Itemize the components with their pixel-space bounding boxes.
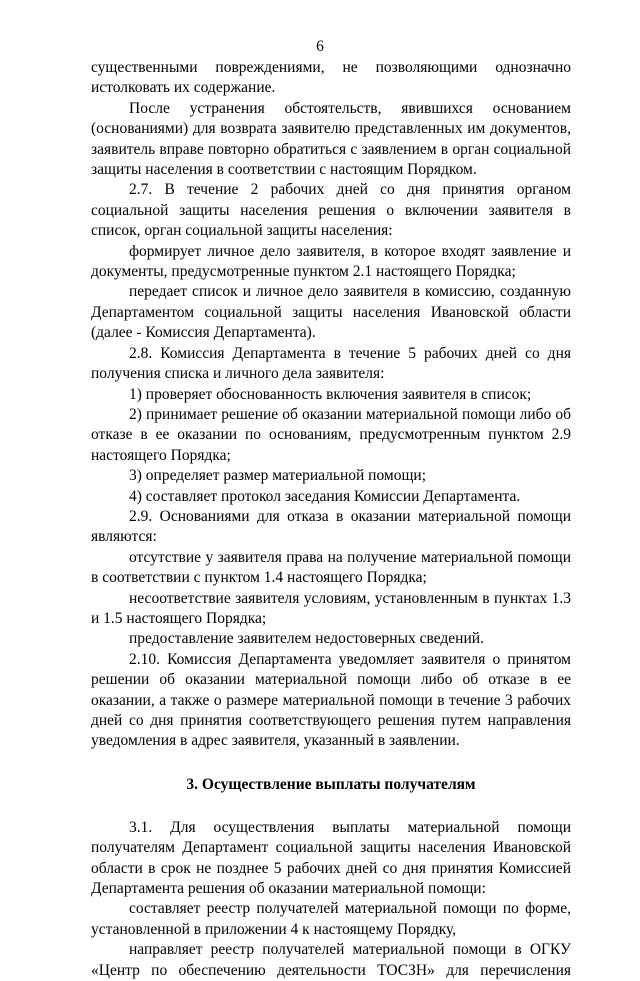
paragraph: предоставление заявителем недостоверных сведений. xyxy=(129,630,484,648)
paragraph: 3.1. Для осуществления выплаты материальной помощи получателям Департамент социальной защиты населения Ивановской области в срок не позднее 5 рабочих дней со дня принятия Комиссией Департамента решения об оказании материальной помощи: xyxy=(91,818,571,898)
paragraph: 2.8. Комиссия Департамента в течение 5 рабочих дней со дня получения списка и личного дела заявителя: xyxy=(91,344,571,383)
page-number: 6 xyxy=(316,38,324,55)
paragraph: составляет реестр получателей материальной помощи по форме, установленной в приложении 4 к настоящему Порядку, xyxy=(91,900,571,938)
list-item: 1) проверяет обоснованность включения заявителя в список; xyxy=(129,385,532,403)
paragraph: направляет реестр получателей материальной помощи в ОГКУ «Центр по обеспечению деятельности ТОСЗН» для перечисления xyxy=(91,941,571,979)
paragraph: 2.7. В течение 2 рабочих дней со дня принятия органом социальной защиты населения решения о включении заявителя в список, орган социальной защиты населения: xyxy=(91,181,571,240)
document-body xyxy=(91,58,571,981)
paragraph: 2.10. Комиссия Департамента уведомляет заявителя о принятом решении об оказании материальной помощи либо об отказе в ее оказании, а также о размере материальной помощи в течение 3 рабочих дней со дня принятия соответствующего решения путем направления уведомления в адрес заявителя, указанный в заявлении. xyxy=(91,650,571,750)
paragraph: существенными повреждениями, не позволяющими однозначно истолковать их содержание. xyxy=(91,59,571,97)
paragraph: формирует личное дело заявителя, в которое входят заявление и документы, предусмотренные пунктом 2.1 настоящего Порядка; xyxy=(91,242,571,281)
paragraph: отсутствие у заявителя права на получение материальной помощи в соответствии с пунктом 1.4 настоящего Порядка; xyxy=(91,548,571,587)
section-heading: 3. Осуществление выплаты получателям xyxy=(186,775,476,793)
paragraph: несоответствие заявителя условиям, установленным в пунктах 1.3 и 1.5 настоящего Порядка; xyxy=(91,589,571,627)
list-item: 3) определяет размер материальной помощи; xyxy=(129,467,427,485)
paragraph: передает список и личное дело заявителя в комиссию, созданную Департаментом социальной защиты населения Ивановской области (далее - Комиссия Департамента). xyxy=(91,283,571,342)
paragraph: После устранения обстоятельств, явившихся основанием (основаниями) для возврата заявителю представленных им документов, заявитель вправе повторно обратиться с заявлением в орган социальной защиты населения в соответствии с настоящим Порядком. xyxy=(91,99,571,179)
list-item: 4) составляет протокол заседания Комиссии Департамента. xyxy=(129,487,521,505)
paragraph: 2.9. Основаниями для отказа в оказании материальной помощи являются: xyxy=(91,507,571,546)
list-item: 2) принимает решение об оказании материальной помощи либо об отказе в ее оказании по основаниям, предусмотренным пунктом 2.9 настоящего Порядка; xyxy=(91,405,571,464)
